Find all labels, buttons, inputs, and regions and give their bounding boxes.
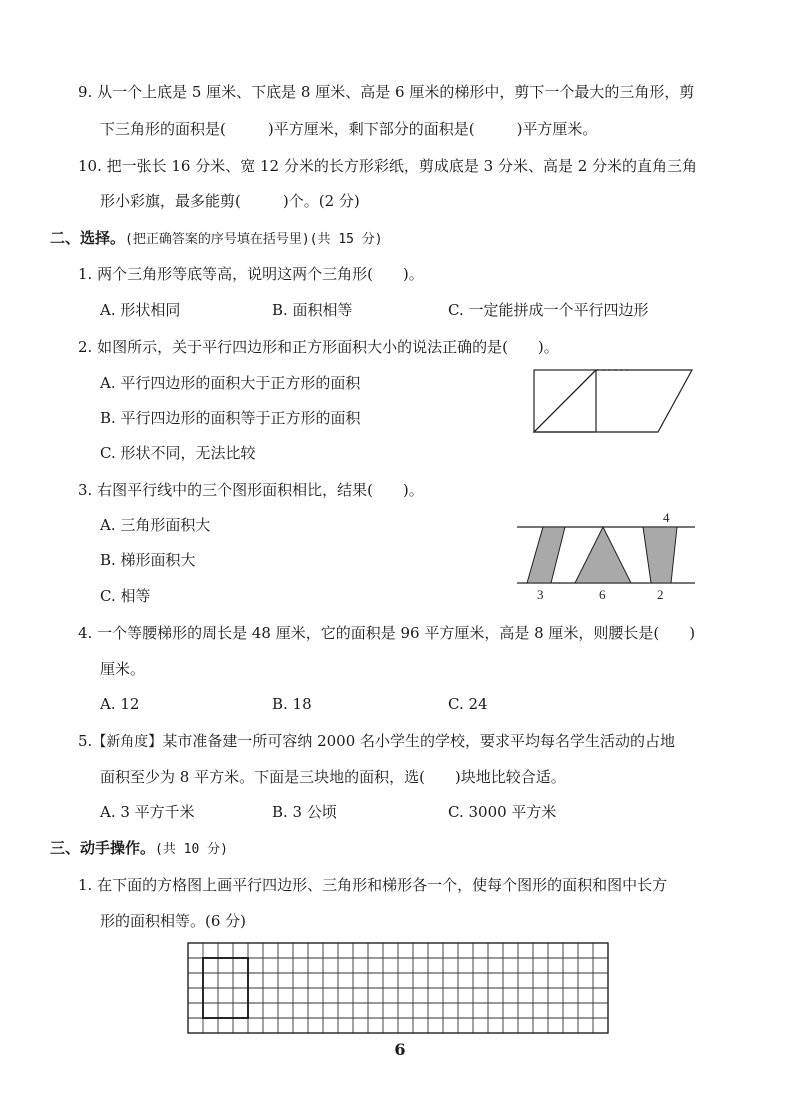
c4-option-c[interactable]: C. 24 [448,695,488,713]
c5-option-b[interactable]: B. 3 公顷 [272,803,337,821]
c5-number: 5. [78,732,93,750]
q10-text-a: 形小彩旗，最多能剪( [100,192,241,210]
label-top: 4 [663,510,670,525]
section2-title: 二、选择。 [50,229,126,247]
trapezoid-shape [643,527,677,583]
q10-text-b: )个。(2 分) [282,192,360,210]
c4-line1: 4. 一个等腰梯形的周长是 48 厘米，它的面积是 96 平方厘米，高是 8 厘米，则腰长是( ) [78,624,696,642]
h1-line1: 1. 在下面的方格图上画平行四边形、三角形和梯形各一个，使每个图形的面积和图中长方 [78,876,668,894]
c5-line1 [78,731,675,752]
c3-option-a[interactable]: A. 三角形面积大 [100,516,211,534]
c4-option-a[interactable]: A. 12 [100,695,140,713]
triangle-shape [575,527,631,583]
h1-line2: 形的面积相等。(6 分) [100,912,247,930]
section2-heading [50,228,383,250]
section3-heading [50,838,228,860]
c5-line2: 面积至少为 8 平方米。下面是三块地的面积，选( )块地比较合适。 [100,768,566,786]
q9-text-a: 下三角形的面积是( [100,120,226,138]
c1-option-b[interactable]: B. 面积相等 [272,301,353,319]
section3-note: (共 10 分) [155,842,228,857]
c1-option-a[interactable]: A. 形状相同 [100,301,181,319]
q9-line2 [100,119,597,139]
c3-stem: 3. 右图平行线中的三个图形面积相比，结果( )。 [78,481,424,499]
c2-option-a[interactable]: A. 平行四边形的面积大于正方形的面积 [100,374,361,392]
c5-option-c[interactable]: C. 3000 平方米 [448,803,557,821]
c4-line2: 厘米。 [100,660,146,678]
parallelogram-shape [527,527,565,583]
q9-text-c: )平方厘米。 [516,120,598,138]
label-middle: 6 [599,587,606,602]
c3-option-b[interactable]: B. 梯形面积大 [100,551,196,569]
square-parallelogram-figure [528,364,698,439]
c2-stem: 2. 如图所示，关于平行四边形和正方形面积大小的说法正确的是( )。 [78,338,559,356]
c5-tag: 【新角度】 [92,734,163,750]
c1-option-c[interactable]: C. 一定能拼成一个平行四边形 [448,301,649,319]
c3-option-c[interactable]: C. 相等 [100,587,151,605]
q9-line1: 9. 从一个上底是 5 厘米、下底是 8 厘米、高是 6 厘米的梯形中，剪下一个最大的三角形，剪 [78,83,695,101]
q10-line2 [100,191,360,211]
c5-option-a[interactable]: A. 3 平方千米 [100,803,195,821]
c2-option-c[interactable]: C. 形状不同，无法比较 [100,444,256,462]
c4-option-b[interactable]: B. 18 [272,695,312,713]
c5-text: 某市准备建一所可容纳 2000 名小学生的学校，要求平均每名学生活动的占地 [162,732,676,750]
section2-note: (把正确答案的序号填在括号里)(共 15 分) [125,232,383,247]
q10-line1: 10. 把一张长 16 分米、宽 12 分米的长方形彩纸，剪成底是 3 分米、高是 2 分米的直角三角 [78,157,698,175]
parallelogram-shape [534,370,692,432]
square-diagonal [534,370,596,432]
parallel-lines-figure [515,505,700,605]
label-right: 2 [657,587,664,602]
c1-stem: 1. 两个三角形等底等高，说明这两个三角形( )。 [78,265,424,283]
c2-option-b[interactable]: B. 平行四边形的面积等于正方形的面积 [100,409,361,427]
page-number: 6 [394,1040,406,1059]
grid-paper[interactable] [186,941,611,1037]
q9-text-b: )平方厘米，剩下部分的面积是( [267,120,475,138]
section3-title: 三、动手操作。 [50,839,156,857]
label-left: 3 [537,587,544,602]
